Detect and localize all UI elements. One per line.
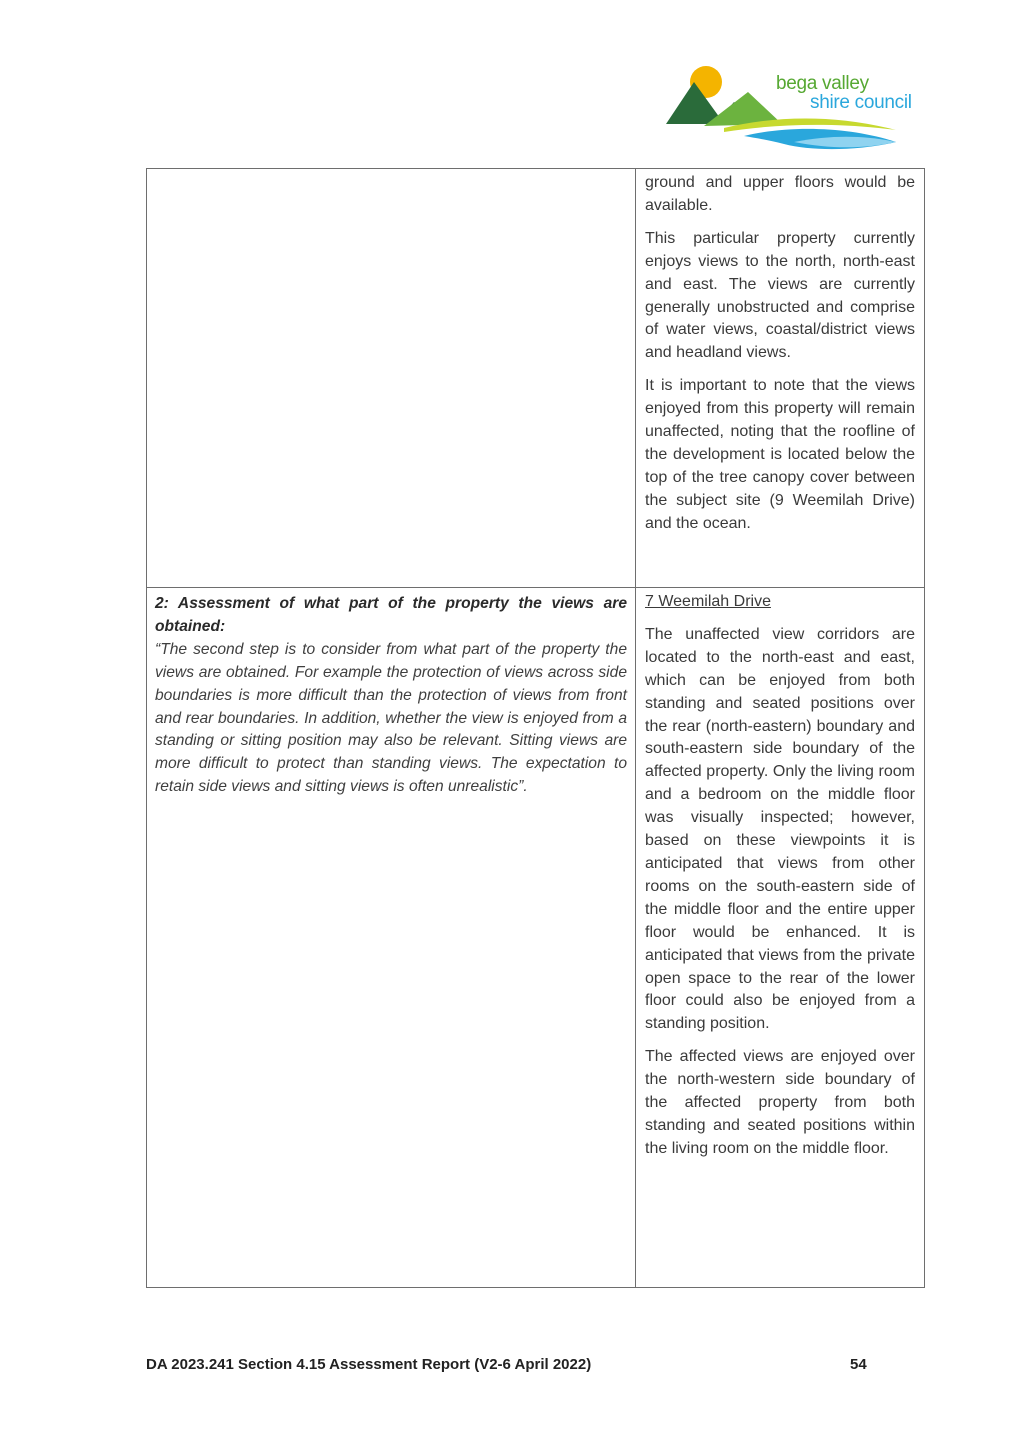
criterion-quote: “The second step is to consider from what part of the property the views are obtained. For example the protection of views across side boundaries is more difficult than the protection of views from front and rear boundaries. In addition, whether the view is enjoyed from a standing or sitting position may also be relevant. Sitting views are more difficult to protect than standing views. The expectation to retain side views and sitting views is often unrealistic”. (155, 640, 627, 796)
row2-paragraph: The affected views are enjoyed over the north-western side boundary of the affected property from both standing and seated positions within the living room on the middle floor. (645, 1048, 915, 1157)
table-row (147, 588, 925, 1288)
criterion-heading: 2: Assessment of what part of the property the views are obtained: (155, 595, 627, 635)
row2-right-cell (636, 588, 925, 1288)
logo-line-2: shire council (810, 92, 912, 113)
row1-right-cell (636, 169, 925, 588)
assessment-table (146, 168, 925, 1288)
row1-paragraph: It is important to note that the views enjoyed from this property will remain unaffected, noting that the roofline of the development is located below the top of the tree canopy cover between the subject site (9 Weemilah Drive) and the ocean. (645, 377, 915, 532)
row2-left-cell (147, 588, 636, 1288)
footer-page-number: 54 (850, 1356, 867, 1373)
table-row (147, 169, 925, 588)
council-logo (664, 62, 940, 154)
row1-paragraph: This particular property currently enjoys views to the north, north-east and east. The views are currently generally unobstructed and comprise of water views, coastal/district views and headland views. (645, 229, 915, 362)
property-title: 7 Weemilah Drive (645, 593, 771, 610)
footer-document-title: DA 2023.241 Section 4.15 Assessment Report (V2-6 April 2022) (146, 1356, 592, 1373)
logo-wordmark (776, 74, 912, 112)
row1-paragraph: ground and upper floors would be available. (645, 174, 915, 214)
row1-left-cell (147, 169, 636, 588)
logo-line-1: bega valley (776, 73, 869, 94)
row2-paragraph: The unaffected view corridors are located to the north-east and east, which can be enjoyed from both standing and seated positions over the rear (north-eastern) boundary and south-eastern side boundary of the affected property. Only the living room and a bedroom on the middle floor was visually inspected; however, based on these viewpoints it is anticipated that views from other rooms on the south-eastern side of the middle floor and the entire upper floor would be enhanced. It is anticipated that views from the private open space to the rear of the lower floor could also be enjoyed from a standing position. (645, 625, 915, 1033)
